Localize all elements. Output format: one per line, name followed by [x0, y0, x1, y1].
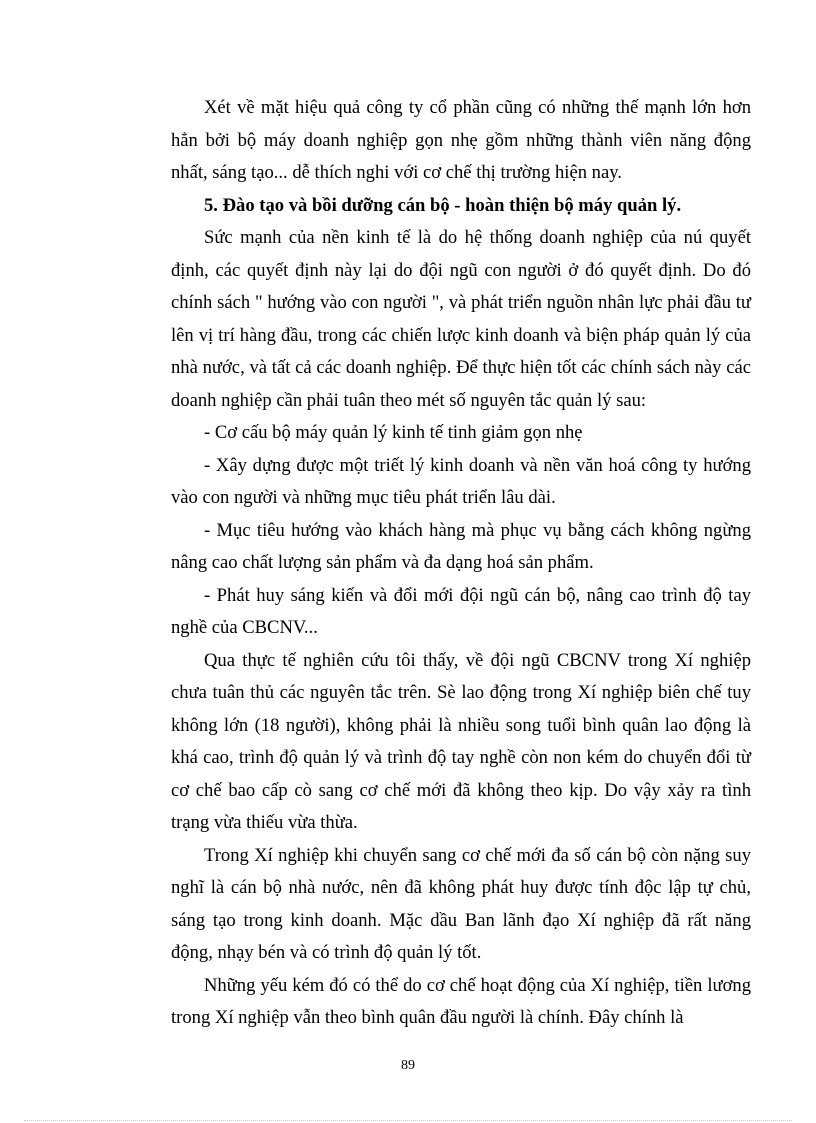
- page-bottom-edge: [24, 1120, 792, 1121]
- list-item-structure: - Cơ cấu bộ máy quản lý kinh tế tinh giảm gọn nhẹ: [204, 422, 583, 443]
- page-number: 89: [401, 1058, 415, 1073]
- paragraph-mindset: Trong Xí nghiệp khi chuyển sang cơ chế mới đa số cán bộ còn nặng suy nghĩ là cán bộ nhà nước, nên đã không phát huy được tính độc lập tự chủ, sáng tạo trong kinh doanh. Mặc dầu Ban lãnh đạo Xí nghiệp đã rất năng động, nhạy bén và có trình độ quản lý tốt.: [171, 844, 751, 963]
- page-body: [171, 92, 751, 1035]
- paragraph-research-findings: Qua thực tế nghiên cứu tôi thấy, về đội ngũ CBCNV trong Xí nghiệp chưa tuân thủ các nguyên tắc trên. Sè lao động trong Xí nghiệp biên chế tuy không lớn (18 người), không phải là nhiều song tuổi bình quân lao động là khá cao, trình độ quản lý và trình độ tay nghề còn non kém do chuyển đổi từ cơ chế bao cấp cò sang cơ chế mới đã không theo kịp. Do vậy xảy ra tình trạng vừa thiếu vừa thừa.: [171, 649, 751, 833]
- list-item-philosophy: - Xây dựng được một triết lý kinh doanh và nền văn hoá công ty hướng vào con người và những mục tiêu phát triển lâu dài.: [171, 454, 751, 508]
- list-item-initiative: - Phát huy sáng kiến và đổi mới đội ngũ cán bộ, nâng cao trình độ tay nghề của CBCNV...: [171, 584, 751, 638]
- list-item-customer-goal: - Mục tiêu hướng vào khách hàng mà phục vụ bằng cách không ngừng nâng cao chất lượng sản phẩm và đa dạng hoá sản phẩm.: [171, 519, 751, 573]
- section-heading: 5. Đào tạo và bồi dưỡng cán bộ - hoàn thiện bộ máy quản lý.: [204, 194, 682, 216]
- paragraph-economic-strength: Sức mạnh của nền kinh tế là do hệ thống doanh nghiệp của nú quyết định, các quyết định này lại do đội ngũ con người ở đó quyết định. Do đó chính sách " hướng vào con người ", và phát triển nguồn nhân lực phải đầu tư lên vị trí hàng đầu, trong các chiến lược kinh doanh và biện pháp quản lý của nhà nước, và tất cả các doanh nghiệp. Để thực hiện tốt các chính sách này các doanh nghiệp cần phải tuân theo mét số nguyên tắc quản lý sau:: [171, 227, 751, 411]
- paragraph-company-efficiency: Xét về mặt hiệu quả công ty cổ phần cũng có những thế mạnh lớn hơn hẳn bởi bộ máy doanh nghiệp gọn nhẹ gồm những thành viên năng động nhất, sáng tạo... dễ thích nghi với cơ chế thị trường hiện nay.: [171, 97, 751, 183]
- paragraph-weaknesses: Những yếu kém đó có thể do cơ chế hoạt động của Xí nghiệp, tiền lương trong Xí nghiệp vẫn theo bình quân đầu người là chính. Đây chính là: [171, 974, 751, 1028]
